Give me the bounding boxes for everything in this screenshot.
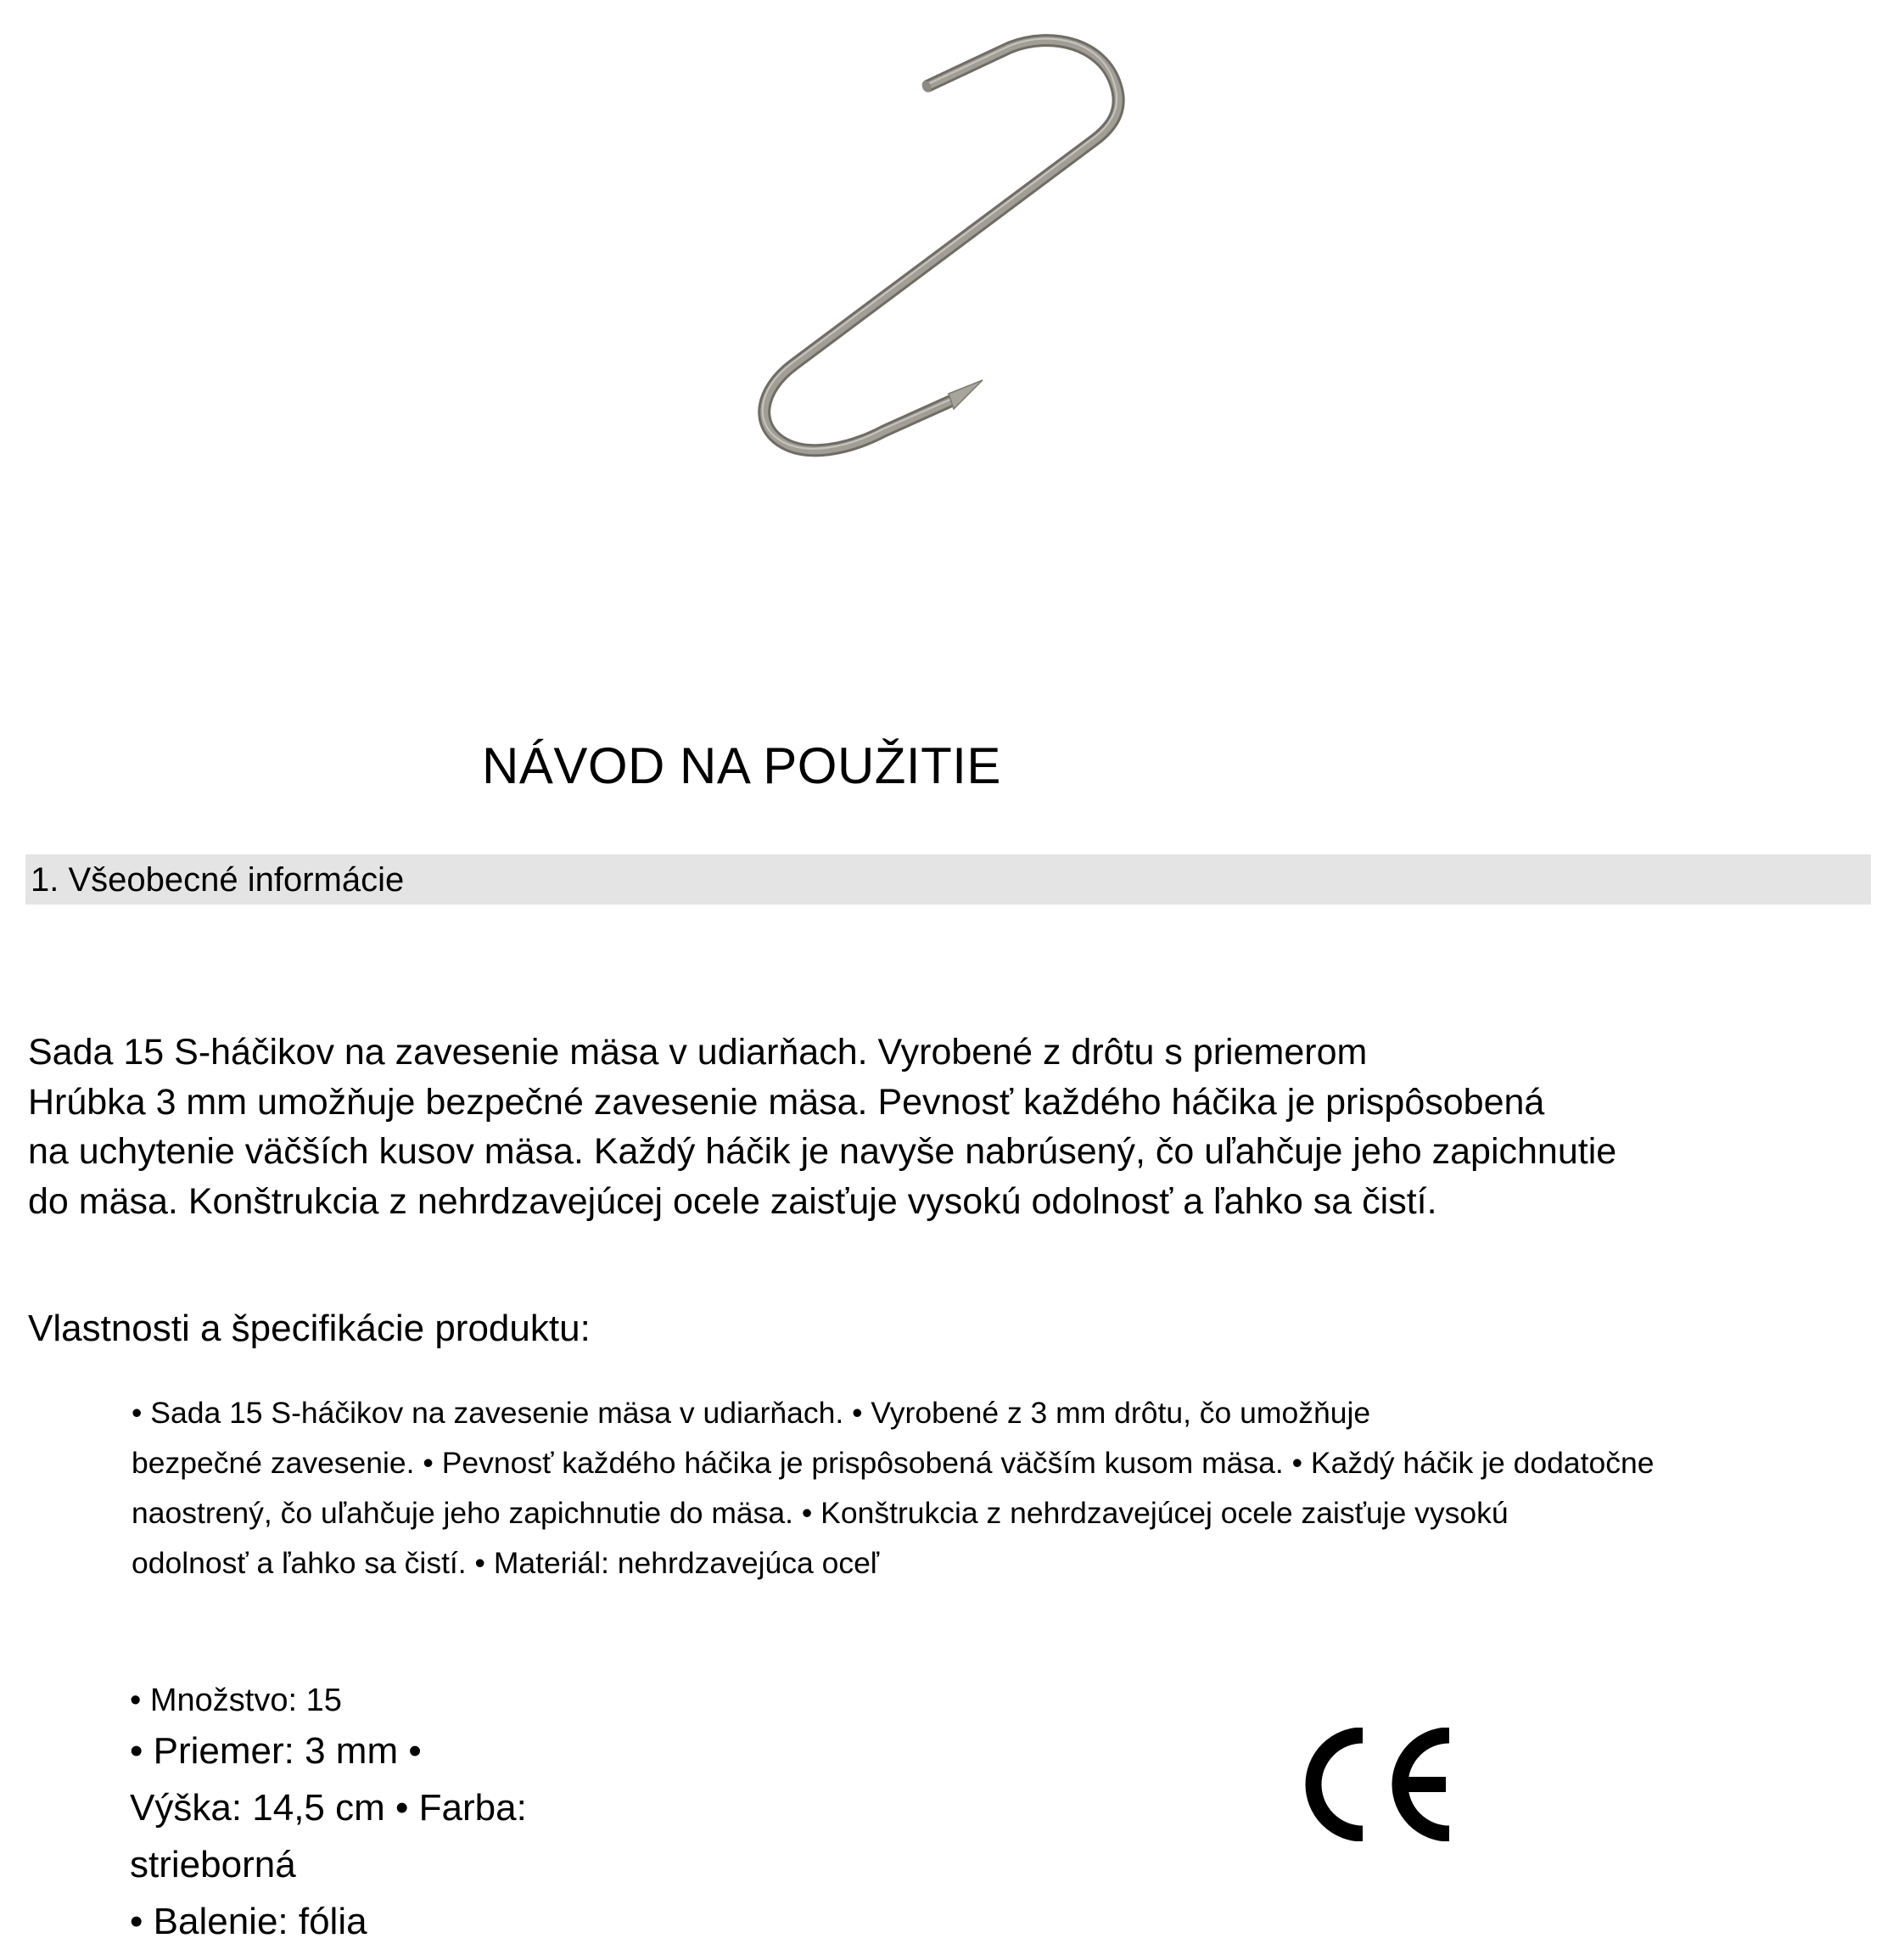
- s-hook-icon: [730, 25, 1154, 569]
- feature-line: bezpečné zavesenie. • Pevnosť každého háčika je prispôsobená väčším kusom mäsa. • Každý háčik je dodatočne: [132, 1446, 1655, 1480]
- specs-list: [130, 1678, 527, 1950]
- hook-wire: [763, 39, 1118, 451]
- spec-packaging: • Balenie: fólia: [130, 1901, 367, 1942]
- paragraph-line: na uchytenie väčších kusov mäsa. Každý háčik je navyše nabrúsený, čo uľahčuje jeho zapichnutie: [28, 1131, 1617, 1172]
- spec-quantity: • Množstvo: 15: [130, 1683, 342, 1718]
- properties-heading: Vlastnosti a špecifikácie produktu:: [28, 1308, 591, 1349]
- paragraph-line: Sada 15 S-háčikov na zavesenie mäsa v udiarňach. Vyrobené z drôtu s priemerom: [28, 1032, 1368, 1073]
- spec-diameter: • Priemer: 3 mm •: [130, 1730, 422, 1772]
- section-heading: 1. Všeobecné informácie: [31, 861, 405, 899]
- ce-letter-e-bar: [1402, 1777, 1446, 1792]
- feature-line: • Sada 15 S-háčikov na zavesenie mäsa v udiarňach. • Vyrobené z 3 mm drôtu, čo umožňuje: [132, 1396, 1371, 1430]
- general-info-paragraph: [28, 1028, 1616, 1226]
- ce-letter-c: [1313, 1735, 1363, 1834]
- hook-point: [949, 380, 983, 409]
- feature-line: odolnosť a ľahko sa čistí. • Materiál: nehrdzavejúca oceľ: [132, 1546, 880, 1580]
- spec-height-color: Výška: 14,5 cm • Farba:: [130, 1787, 527, 1829]
- page-title: NÁVOD NA POUŽITIE: [482, 737, 1001, 794]
- feature-line: naostrený, čo uľahčuje jeho zapichnutie do mäsa. • Konštrukcia z nehrdzavejúcej ocele zaisťuje vysokú: [132, 1496, 1509, 1530]
- section-header-general-info: [25, 854, 1871, 905]
- spec-color-value: strieborná: [130, 1844, 296, 1885]
- ce-mark-icon: [1298, 1728, 1459, 1841]
- features-list: [132, 1388, 1654, 1588]
- paragraph-line: Hrúbka 3 mm umožňuje bezpečné zavesenie mäsa. Pevnosť každého háčika je prispôsobená: [28, 1081, 1545, 1123]
- paragraph-line: do mäsa. Konštrukcia z nehrdzavejúcej ocele zaisťuje vysokú odolnosť a ľahko sa čistí.: [28, 1180, 1437, 1222]
